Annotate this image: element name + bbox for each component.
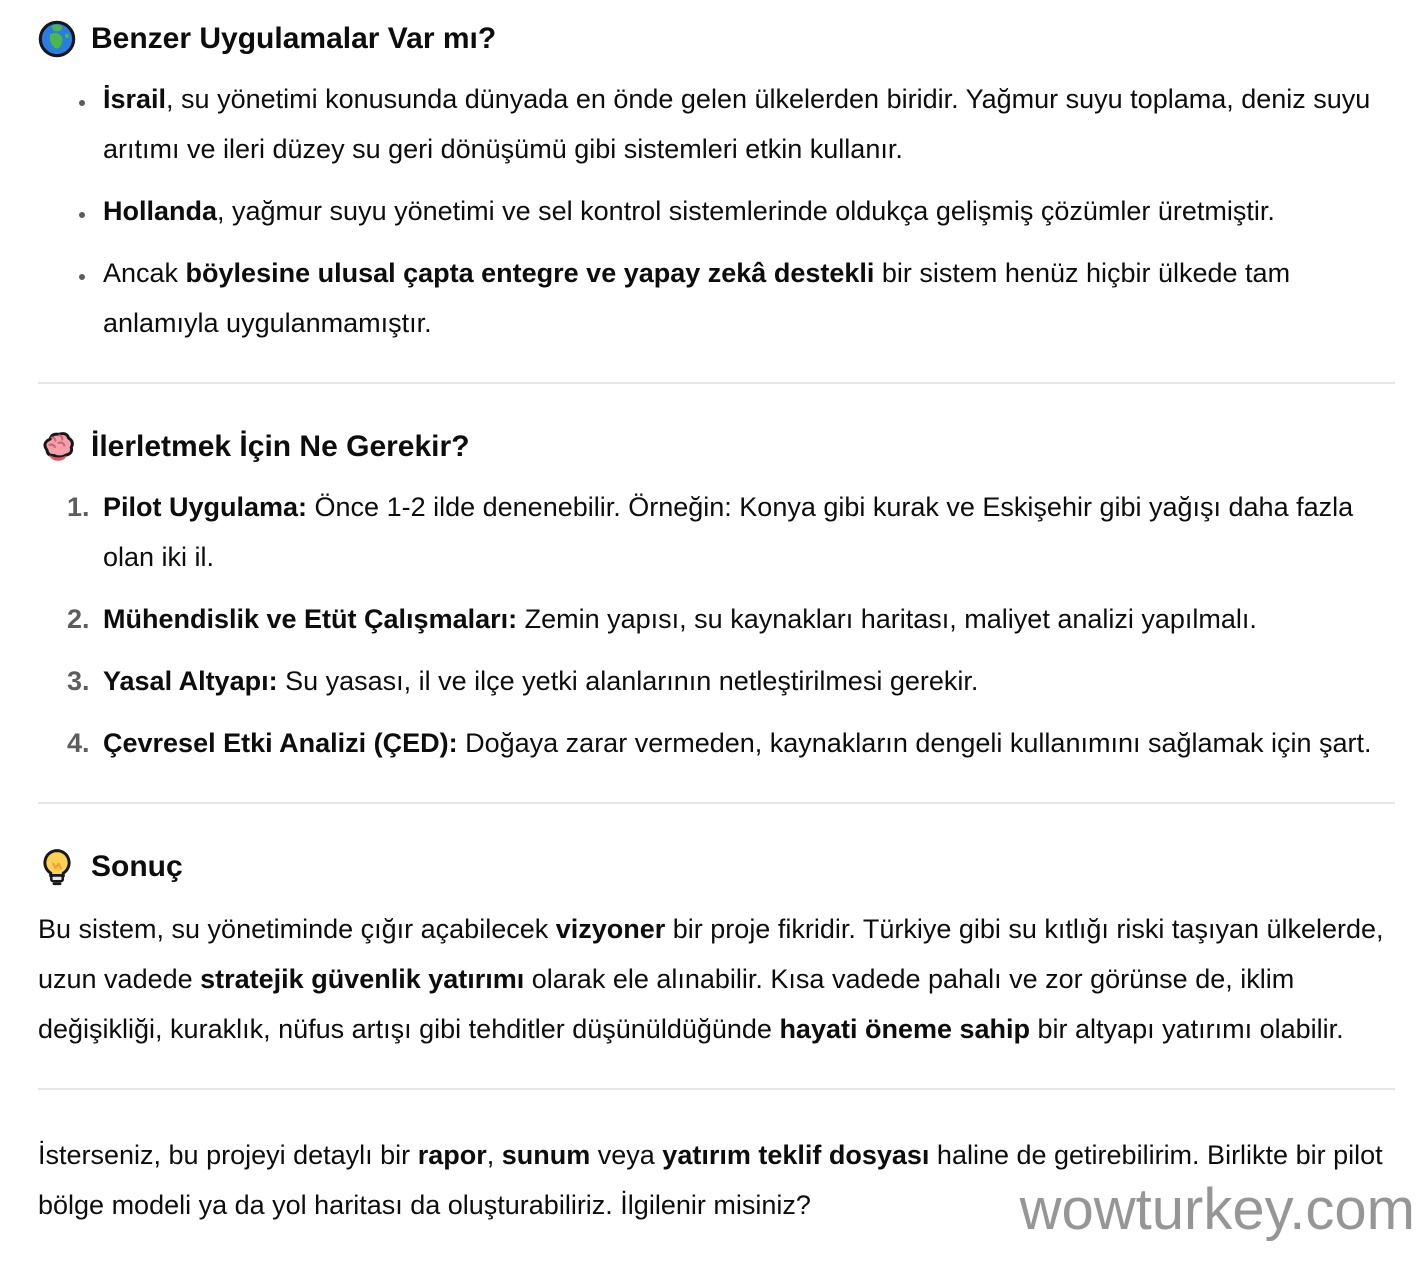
closing-offer-section bbox=[38, 1130, 1395, 1230]
watermark: wowturkey.com bbox=[1019, 1177, 1415, 1242]
section-heading bbox=[38, 844, 1395, 890]
list-item: 3. Yasal Altyapı: Su yasası, il ve ilçe yetki alanlarının netleştirilmesi gerekir. bbox=[97, 656, 1395, 706]
list-item: 2. Mühendislik ve Etüt Çalışmaları: Zemin yapısı, su kaynakları haritası, maliyet analizi yapılmalı. bbox=[97, 594, 1395, 644]
section-benzer-uygulamalar bbox=[38, 16, 1395, 348]
section-divider bbox=[38, 1088, 1395, 1090]
closing-offer-paragraph: İsterseniz, bu projeyi detaylı bir rapor, sunum veya yatırım teklif dosyası haline de getirebilirim. Birlikte bir pilot bölge modeli ya da yol haritası da oluşturabiliriz. İlgilenir misiniz? bbox=[38, 1140, 1383, 1220]
list-item: • Ancak böylesine ulusal çapta entegre ve yapay zekâ destekli bir sistem henüz hiçbir ülkede tam anlamıyla uygulanmamıştır. bbox=[97, 248, 1395, 348]
list-item: • Hollanda, yağmur suyu yönetimi ve sel kontrol sistemlerinde oldukça gelişmiş çözümler üretmiştir. bbox=[97, 186, 1395, 236]
globe-icon bbox=[38, 20, 76, 58]
list-item: 1. Pilot Uygulama: Önce 1-2 ilde denenebilir. Örneğin: Konya gibi kurak ve Eskişehir gibi yağışı daha fazla olan iki il. bbox=[97, 482, 1395, 582]
bullet-list bbox=[38, 74, 1395, 348]
section-title: Benzer Uygulamalar Var mı? bbox=[91, 22, 497, 55]
list-item: • İsrail, su yönetimi konusunda dünyada en önde gelen ülkelerden biridir. Yağmur suyu toplama, deniz suyu arıtımı ve ileri düzey su geri dönüşümü gibi sistemleri etkin kullanır. bbox=[97, 74, 1395, 174]
numbered-list bbox=[38, 482, 1395, 768]
section-heading bbox=[38, 424, 1395, 470]
bulb-icon bbox=[38, 848, 76, 886]
list-item: 4. Çevresel Etki Analizi (ÇED): Doğaya zarar vermeden, kaynakların dengeli kullanımını sağlamak için şart. bbox=[97, 718, 1395, 768]
section-ilerletmek bbox=[38, 424, 1395, 768]
section-heading bbox=[38, 16, 1395, 62]
section-divider bbox=[38, 382, 1395, 384]
section-title: Sonuç bbox=[91, 850, 183, 883]
section-sonuc bbox=[38, 844, 1395, 1054]
conclusion-paragraph: Bu sistem, su yönetiminde çığır açabilecek vizyoner bir proje fikridir. Türkiye gibi su kıtlığı riski taşıyan ülkelerde, uzun vadede stratejik güvenlik yatırımı olarak ele alınabilir. Kısa vadede pahalı ve zor görünse de, iklim değişikliği, kuraklık, nüfus artışı gibi tehditler düşünüldüğünde hayati öneme sahip bir altyapı yatırımı olabilir. bbox=[38, 914, 1384, 1044]
section-divider bbox=[38, 802, 1395, 804]
brain-icon bbox=[38, 428, 76, 466]
section-title: İlerletmek İçin Ne Gerekir? bbox=[91, 430, 470, 463]
